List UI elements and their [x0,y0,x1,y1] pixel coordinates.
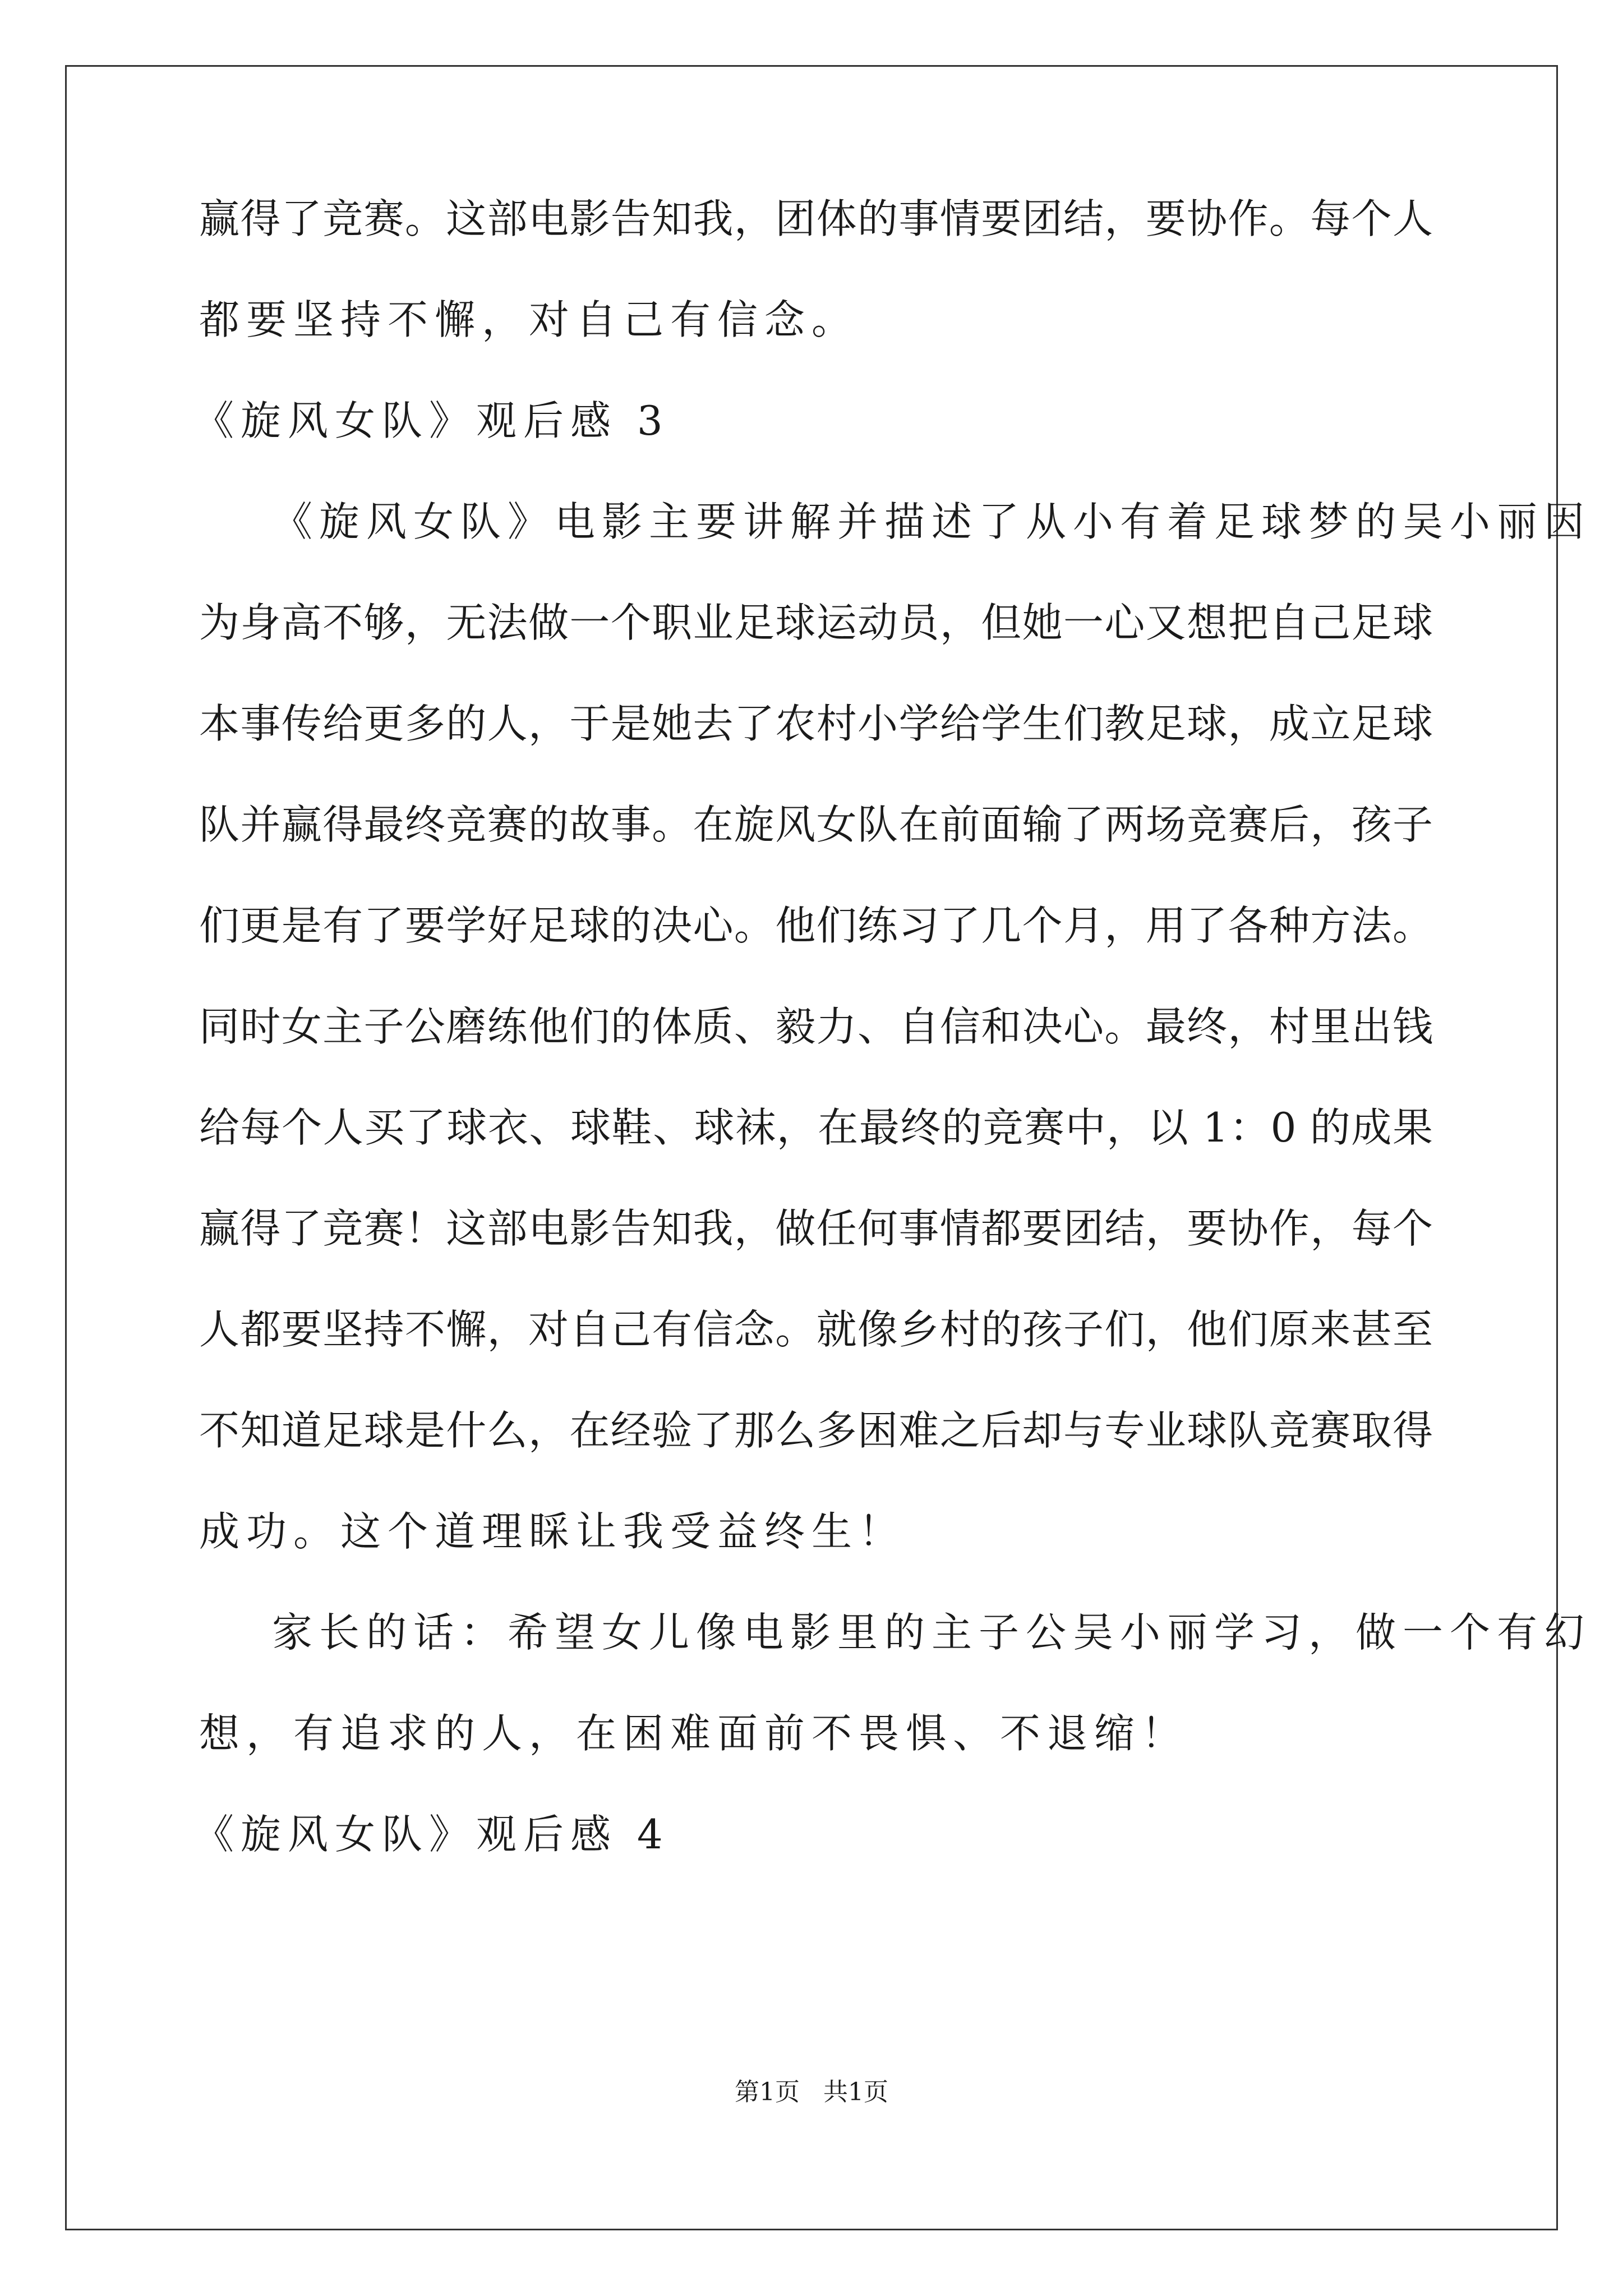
paragraph-line: 想，有追求的人，在困难面前不畏惧、不退缩！ [199,1710,1189,1757]
section-heading: 《旋风女队》观后感 4 [193,1811,670,1858]
paragraph-line: 队并赢得最终竞赛的故事。在旋风女队在前面输了两场竞赛后，孩子 [199,801,1433,848]
paragraph-line: 同时女主子公磨练他们的体质、毅力、自信和决心。最终，村里出钱 [199,1003,1433,1050]
paragraph-line: 不知道足球是什么，在经验了那么多困难之后却与专业球队竞赛取得 [199,1407,1433,1454]
paragraph-line: 《旋风女队》电影主要讲解并描述了从小有着足球梦的吴小丽因 [272,498,1592,545]
paragraph-line: 成功。这个道理睬让我受益终生！ [199,1508,906,1555]
paragraph-line: 人都要坚持不懈，对自己有信念。就像乡村的孩子们，他们原来甚至 [199,1306,1433,1353]
page-footer: 第1页 共1页 [735,2078,888,2106]
paragraph-line: 赢得了竞赛。这部电影告知我，团体的事情要团结，要协作。每个人 [199,195,1433,242]
paragraph-line: 本事传给更多的人，于是她去了农村小学给学生们教足球，成立足球 [199,700,1433,747]
paragraph-line: 赢得了竞赛！这部电影告知我，做任何事情都要团结，要协作，每个 [199,1205,1433,1252]
paragraph-line: 给每个人买了球衣、球鞋、球袜，在最终的竞赛中，以 1：0 的成果 [199,1104,1433,1151]
paragraph-line: 为身高不够，无法做一个职业足球运动员，但她一心又想把自己足球 [199,599,1433,646]
section-heading: 《旋风女队》观后感 3 [193,397,670,444]
paragraph-line: 都要坚持不懈，对自己有信念。 [199,296,859,343]
paragraph-line: 们更是有了要学好足球的决心。他们练习了几个月，用了各种方法。 [199,902,1433,949]
paragraph-line: 家长的话：希望女儿像电影里的主子公吴小丽学习，做一个有幻 [272,1609,1592,1656]
